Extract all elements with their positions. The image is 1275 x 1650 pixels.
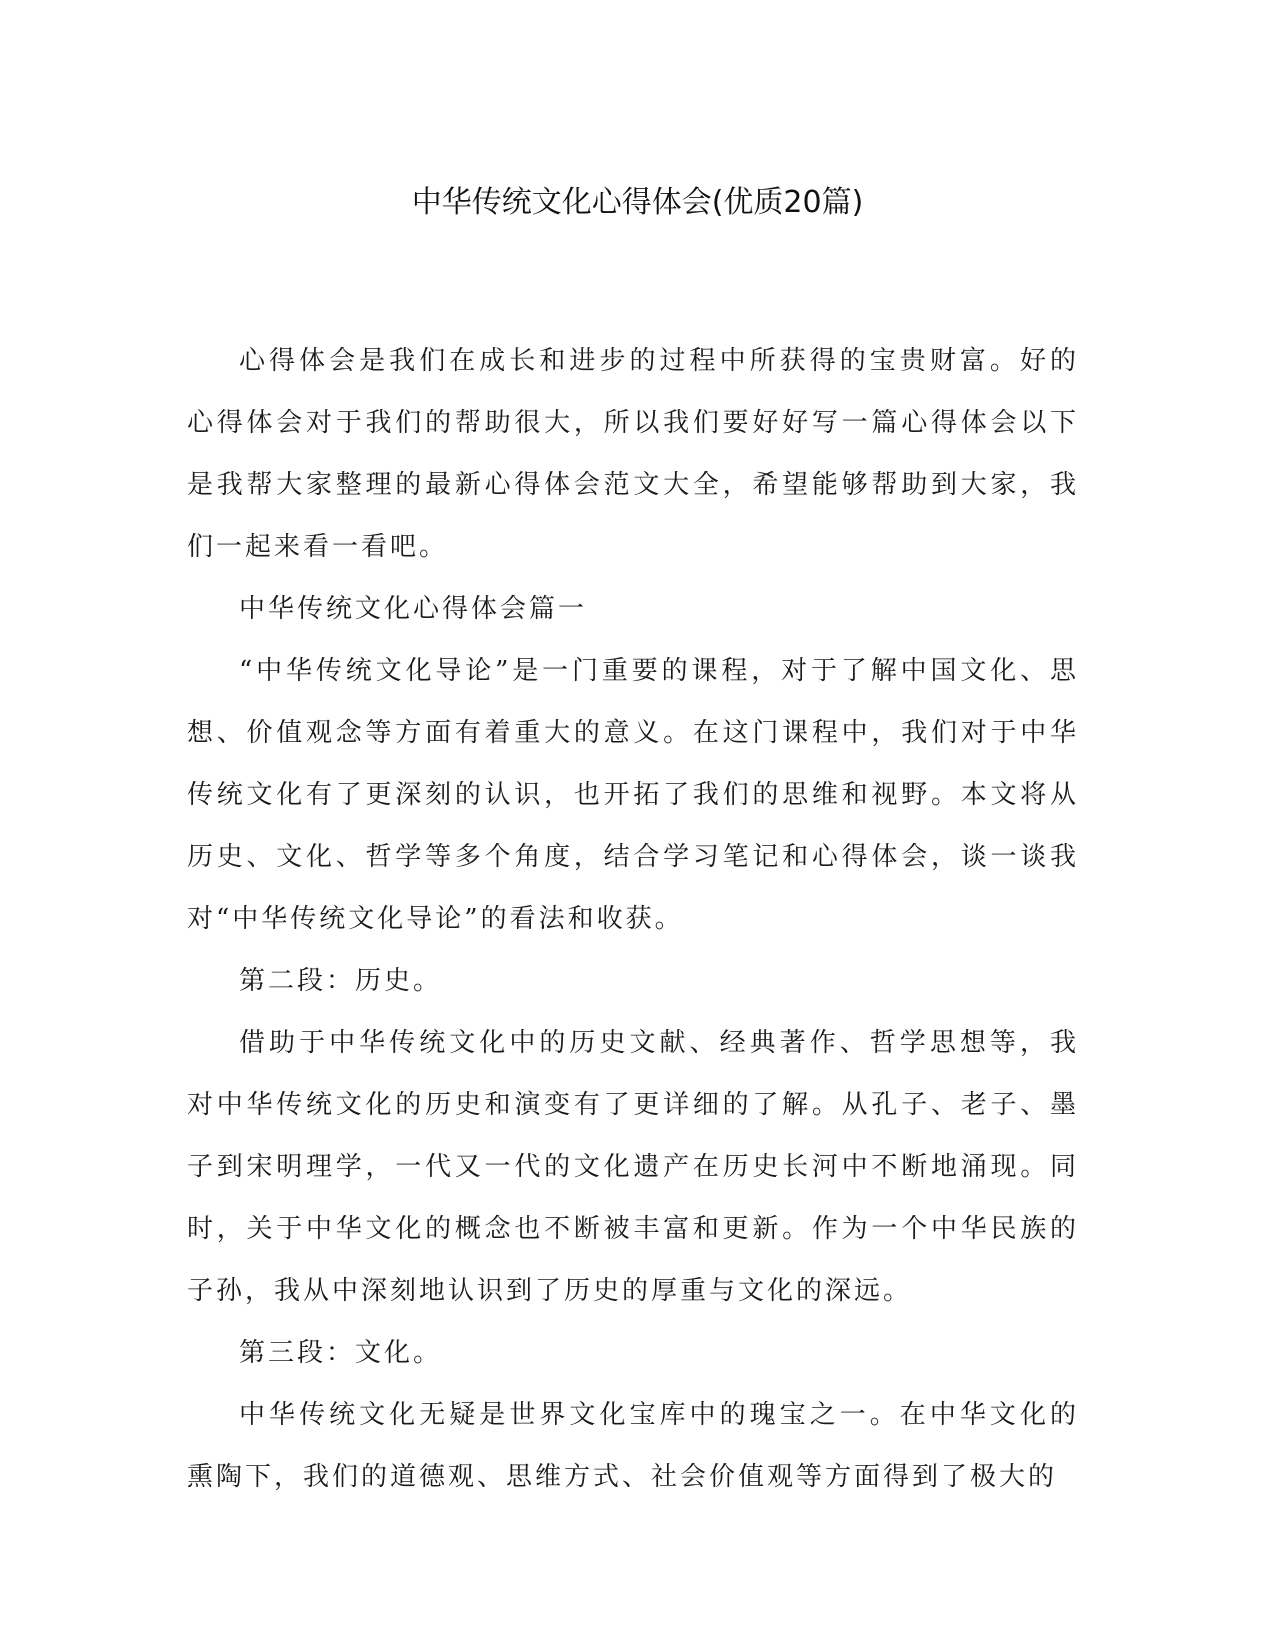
- document-body: [187, 330, 1079, 1508]
- section-heading-history: 第二段：历史。: [239, 966, 443, 996]
- section-heading-part-one: 中华传统文化心得体会篇一: [239, 594, 588, 624]
- section-heading-culture: 第三段：文化。: [239, 1338, 443, 1368]
- document-title: 中华传统文化心得体会(优质20篇): [411, 185, 864, 220]
- body-paragraph: 中华传统文化无疑是世界文化宝库中的瑰宝之一。在中华文化的熏陶下，我们的道德观、思维方式、社会价值观等方面得到了极大的: [187, 1400, 1079, 1492]
- intro-paragraph: 心得体会是我们在成长和进步的过程中所获得的宝贵财富。好的心得体会对于我们的帮助很大，所以我们要好好写一篇心得体会以下是我帮大家整理的最新心得体会范文大全，希望能够帮助到大家，我们一起来看一看吧。: [187, 346, 1079, 562]
- body-paragraph: 借助于中华传统文化中的历史文献、经典著作、哲学思想等，我对中华传统文化的历史和演变有了更详细的了解。从孔子、老子、墨子到宋明理学，一代又一代的文化遗产在历史长河中不断地涌现。同时，关于中华文化的概念也不断被丰富和更新。作为一个中华民族的子孙，我从中深刻地认识到了历史的厚重与文化的深远。: [187, 1028, 1079, 1306]
- body-paragraph: “中华传统文化导论”是一门重要的课程，对于了解中国文化、思想、价值观念等方面有着重大的意义。在这门课程中，我们对于中华传统文化有了更深刻的认识，也开拓了我们的思维和视野。本文将从历史、文化、哲学等多个角度，结合学习笔记和心得体会，谈一谈我对“中华传统文化导论”的看法和收获。: [187, 656, 1079, 934]
